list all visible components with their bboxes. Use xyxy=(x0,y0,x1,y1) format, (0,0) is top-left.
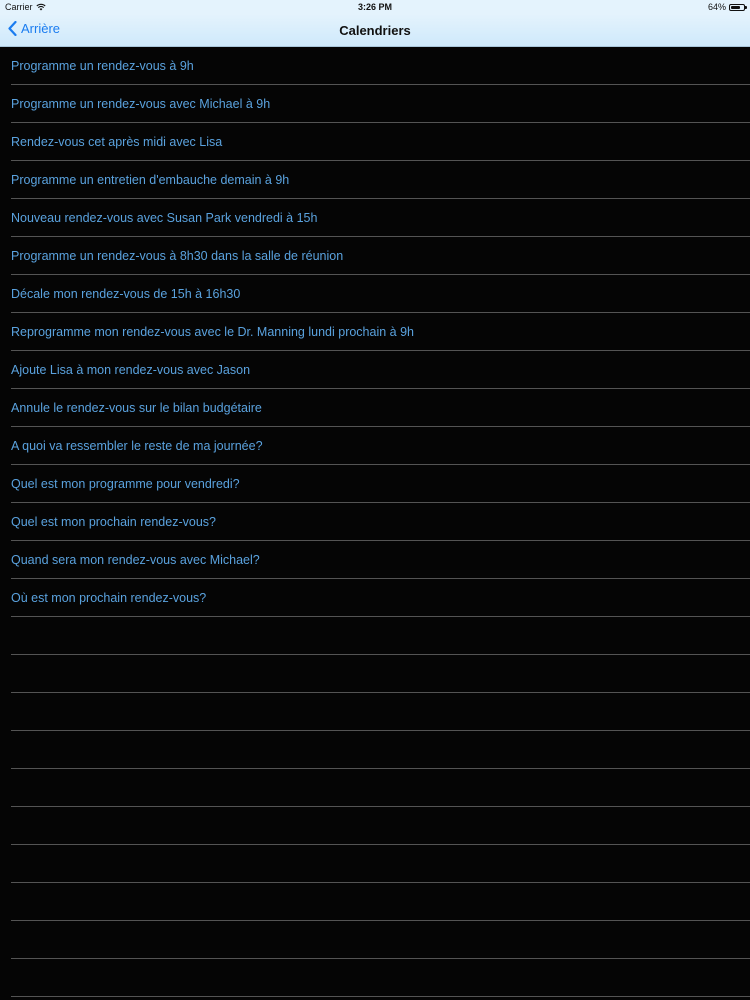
list-item[interactable] xyxy=(11,275,750,313)
list-item-label: A quoi va ressembler le reste de ma journée? xyxy=(11,438,263,453)
list-item-label: Programme un rendez-vous à 8h30 dans la salle de réunion xyxy=(11,248,344,263)
list-item-label: Rendez-vous cet après midi avec Lisa xyxy=(11,134,223,149)
navigation-bar xyxy=(0,14,750,47)
list-item[interactable] xyxy=(11,465,750,503)
list-item[interactable] xyxy=(11,199,750,237)
empty-row xyxy=(11,845,750,883)
list-item[interactable] xyxy=(11,503,750,541)
list-item[interactable] xyxy=(11,427,750,465)
list-item-label: Quel est mon programme pour vendredi? xyxy=(11,476,240,491)
list-item[interactable] xyxy=(11,85,750,123)
empty-row xyxy=(11,807,750,845)
list-item[interactable] xyxy=(11,541,750,579)
list-item-label: Reprogramme mon rendez-vous avec le Dr. Manning lundi prochain à 9h xyxy=(11,324,414,339)
empty-row xyxy=(11,769,750,807)
list-item-label: Programme un entretien d'embauche demain à 9h xyxy=(11,172,290,187)
battery-info xyxy=(708,2,745,12)
carrier-label: Carrier xyxy=(5,2,33,12)
list-item-label: Décale mon rendez-vous de 15h à 16h30 xyxy=(11,286,241,301)
list-item[interactable] xyxy=(11,351,750,389)
empty-row xyxy=(11,655,750,693)
empty-row xyxy=(11,617,750,655)
empty-row xyxy=(11,959,750,997)
list-item[interactable] xyxy=(11,389,750,427)
empty-row xyxy=(11,883,750,921)
list-item-label: Quel est mon prochain rendez-vous? xyxy=(11,514,216,529)
list-item[interactable] xyxy=(11,237,750,275)
battery-level xyxy=(731,6,740,9)
list-item-label: Annule le rendez-vous sur le bilan budgétaire xyxy=(11,400,262,415)
list-item[interactable] xyxy=(11,123,750,161)
empty-row xyxy=(11,921,750,959)
list-item-label: Quand sera mon rendez-vous avec Michael? xyxy=(11,552,260,567)
list-item-label: Ajoute Lisa à mon rendez-vous avec Jason xyxy=(11,362,251,377)
battery-percent: 64% xyxy=(707,2,726,12)
list-item-label: Nouveau rendez-vous avec Susan Park vendredi à 15h xyxy=(11,210,318,225)
empty-row xyxy=(11,693,750,731)
command-list xyxy=(0,47,750,997)
list-item[interactable] xyxy=(11,161,750,199)
back-button-label: Arrière xyxy=(21,21,61,36)
battery-icon xyxy=(729,4,745,11)
status-time: 3:26 PM xyxy=(357,2,392,12)
list-item-label: Où est mon prochain rendez-vous? xyxy=(11,590,207,605)
list-item-label: Programme un rendez-vous à 9h xyxy=(11,58,194,73)
status-bar xyxy=(0,0,750,14)
list-item[interactable] xyxy=(11,313,750,351)
list-item[interactable] xyxy=(11,579,750,617)
page-title: Calendriers xyxy=(339,23,411,38)
list-item[interactable] xyxy=(11,47,750,85)
list-item-label: Programme un rendez-vous avec Michael à 9h xyxy=(11,96,271,111)
empty-row xyxy=(11,731,750,769)
